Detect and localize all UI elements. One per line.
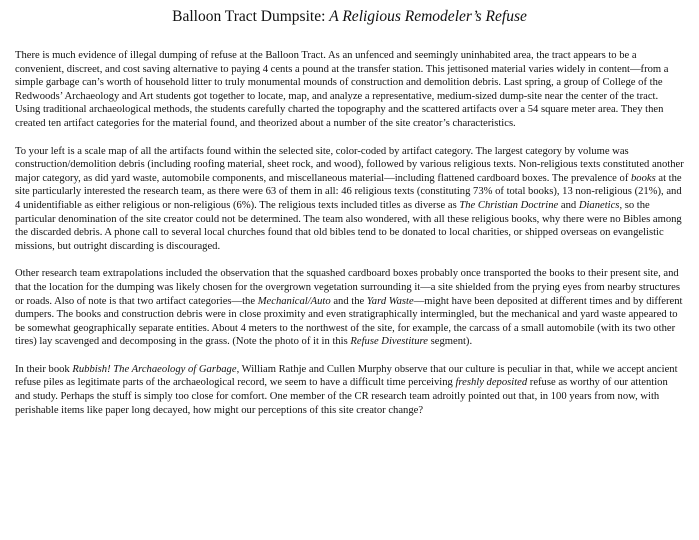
book-title: Dianetics bbox=[578, 199, 620, 211]
text-span: and the bbox=[330, 295, 367, 307]
text-span: In their book bbox=[15, 363, 73, 375]
text-span: —might have been deposited at different times and by different dumpers. The books and construction debris were in close proximity and even stratigraphically intermingled, but the mechanical and yard waste appeared to be somewhat geographically separate entities. About 4 meters to the northwest of the site, for example, the carcass of a small automobile (with its two other tires) lay scavenged and decomposing in the grass. (Note the photo of it in this bbox=[15, 295, 683, 348]
text-span: segment). bbox=[427, 336, 473, 348]
extrapolations-paragraph bbox=[15, 267, 684, 349]
conclusion-paragraph bbox=[15, 363, 684, 417]
text-span: refuse as worthy of our attention and study. Perhaps the stuff is simply too close for comfort. One member of the CR research team adroitly pointed out that, in 100 years from now, with perishable items like paper long decayed, how might our perceptions of this site creator change? bbox=[15, 377, 668, 416]
intro-paragraph: There is much evidence of illegal dumping of refuse at the Balloon Tract. As an unfenced and seemingly uninhabited area, the tract appears to be a convenient, discreet, and cost saving alternative to paying 4 cents a pound at the transfer station. This jettisoned material varies widely in content—from a simple garbage can’s worth of household litter to truly monumental mounds of construction and demolition debris. Last spring, a group of College of the Redwoods’ Archaeology and Art students got together to locate, map, and analyze a representative, medium-sized dump-site near the center of the tract. Using traditional archaeological methods, the students carefully charted the topography and the scattered artifacts over a 54 square meter area. They then created ten artifact categories for the material found, and theorized about a number of the site creator’s characteristics. bbox=[15, 50, 669, 129]
text-span: at the site particularly interested the research team, as there were 63 of them in all: 46 religious texts (constituting 73% of total books), 13 non-religious (21%), and 4 unidentifiable as either religious or non-religious (6%). The religious texts included titles as diverse as bbox=[15, 172, 682, 211]
page-title bbox=[15, 6, 684, 28]
title-main: Balloon Tract Dumpsite: bbox=[172, 8, 330, 25]
book-title: The Christian Doctrine bbox=[459, 199, 559, 211]
category-name: Mechanical/Auto bbox=[257, 295, 331, 307]
emphasis-text: freshly deposited bbox=[455, 377, 528, 389]
text-span: Other research team extrapolations included the observation that the squashed cardboard boxes probably once transported the books to their present site, and that the location for the dumping was likely chosen for the overgrown vegetation surrounding it—a site shielded from the prying eyes from nearby structures or roads. Also of note is that two artifact categories—the bbox=[15, 268, 680, 307]
text-span: , so the particular denomination of the site creator could not be determined. The team also wondered, with all these religious books, why there were no Bibles among the discarded debris. A phone call to several local churches found that old bibles tend to be donated to local charities, or shipped overseas on evangelistic missions, but outright discarding is discouraged. bbox=[15, 199, 682, 252]
text-span: and bbox=[558, 199, 579, 211]
text-span: , William Rathje and Cullen Murphy observe that our culture is peculiar in that, while we accept ancient refuse piles as legitimate parts of the archaeological record, we seem to have a difficult time perceiving bbox=[15, 363, 678, 389]
category-name: Yard Waste bbox=[366, 295, 414, 307]
book-title: Rubbish! The Archaeology of Garbage bbox=[72, 363, 237, 375]
emphasis-text: books bbox=[631, 172, 656, 184]
map-description-paragraph bbox=[15, 145, 684, 254]
segment-name: Refuse Divestiture bbox=[350, 336, 428, 348]
text-span: To your left is a scale map of all the artifacts found within the selected site, color-coded by artifact category. The largest category by volume was construction/demolition debris (including roofing material, sheet rock, and wood), followed by various religious texts. Non-religious texts constituted another major category, as did yard waste, automobile components, and miscellaneous material—including flattened cardboard boxes. The prevalence of bbox=[15, 145, 684, 184]
title-subtitle: A Religious Remodeler’s Refuse bbox=[329, 8, 527, 25]
